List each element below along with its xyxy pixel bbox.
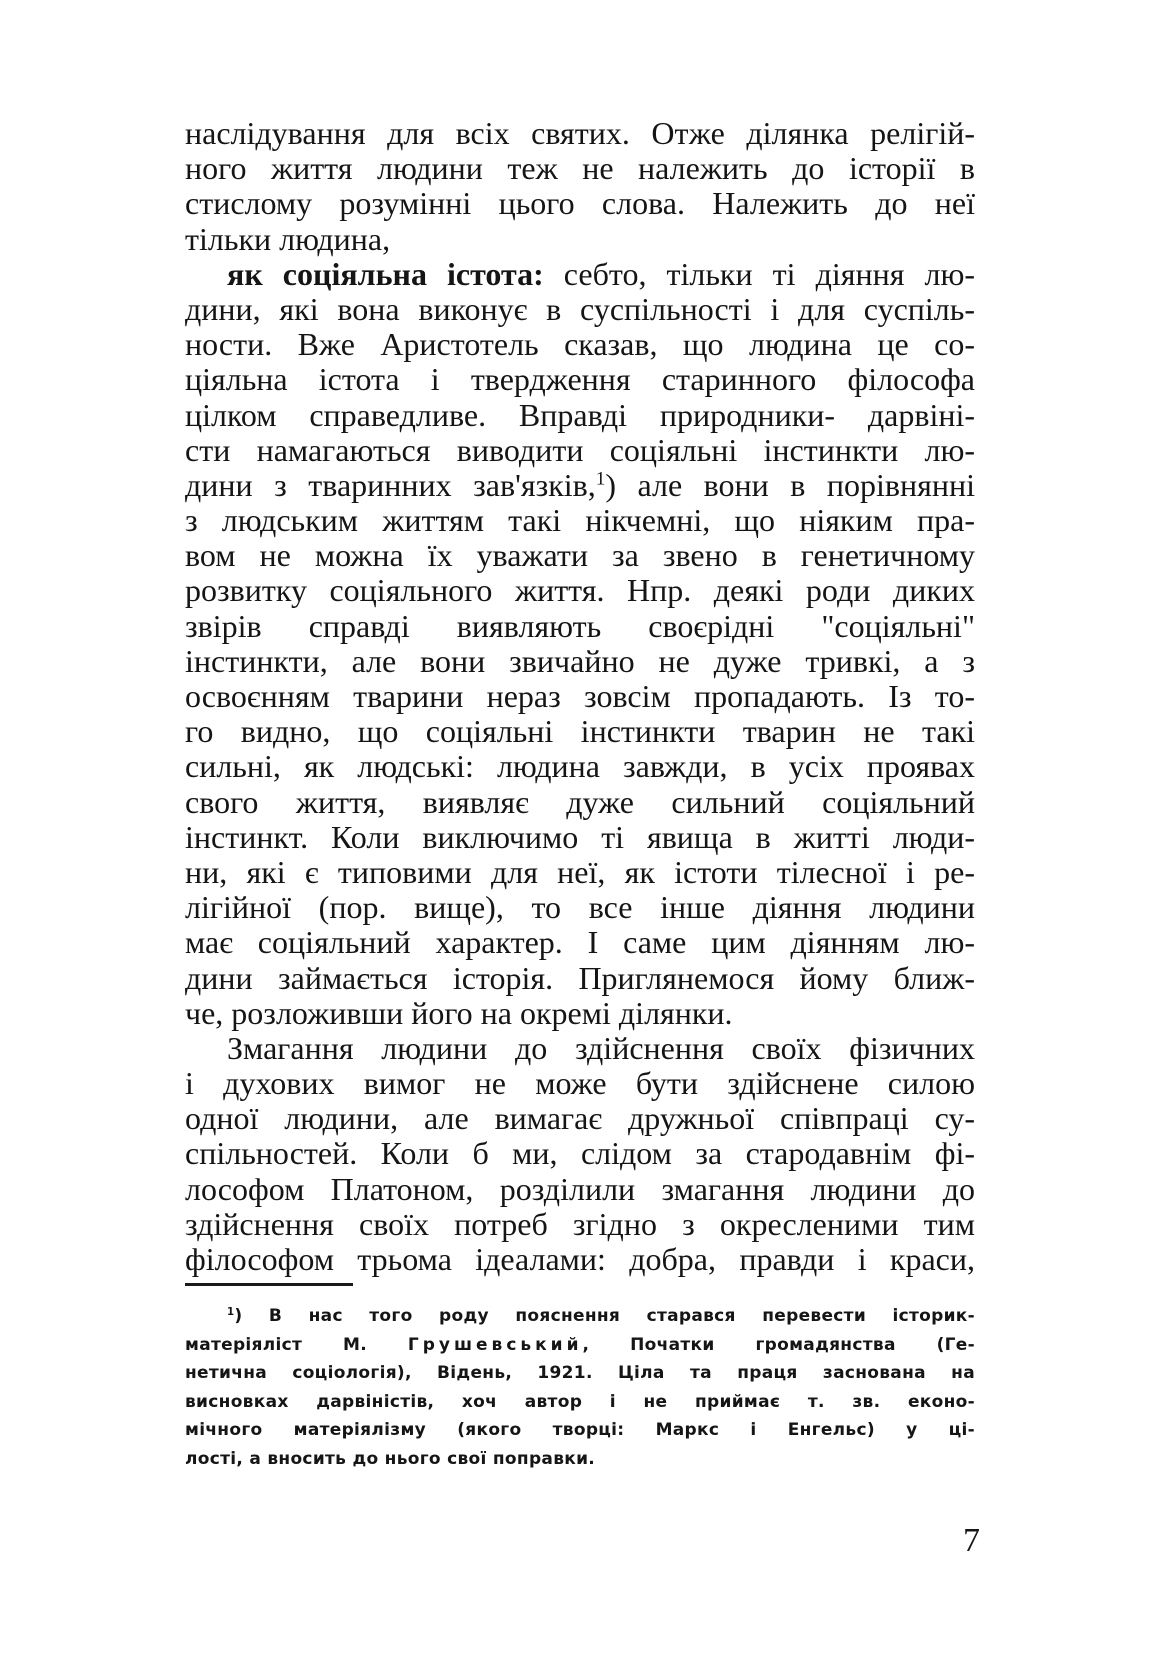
text-line: стислому розумінні цього слова. Належить до неї	[185, 186, 975, 222]
text-fragment: дини з тваринних зав'язків,	[185, 467, 596, 503]
footnote-line	[185, 1302, 975, 1331]
text-line: ного життя людини теж не належить до історії в	[185, 151, 975, 187]
text-line: одної людини, але вимагає дружньої співпраці су-	[185, 1101, 975, 1137]
footnote	[185, 1302, 975, 1473]
text-line: дини, які вона виконує в суспільності і для суспіль-	[185, 291, 975, 327]
text-fragment: ) але вони в порівнянні	[605, 467, 975, 503]
text-fragment: , Початки громадянства (Ге-	[582, 1334, 975, 1355]
body-text	[185, 116, 975, 1277]
text-line: спільностей. Коли б ми, слідом за стародавнім фі-	[185, 1136, 975, 1172]
text-line: філософом трьома ідеалами: добра, правди і краси,	[185, 1242, 975, 1277]
page-number: 7	[963, 1522, 980, 1559]
text-line	[185, 257, 975, 292]
footnote-reference: 1	[595, 468, 606, 490]
text-line: з людським життям такі нікчемні, що ніяким пра-	[185, 503, 975, 539]
text-line: вом не можна їх уважати за звено в генетичному	[185, 538, 975, 574]
text-line: сильні, як людські: людина завжди, в усіх проявах	[185, 749, 975, 785]
text-line: і духових вимог не може бути здійснене силою	[185, 1066, 975, 1102]
text-line: наслідування для всіх святих. Отже ділянка релігій-	[185, 116, 975, 151]
footnote-line: висновках дарвіністів, хоч автор і не приймає т. зв. еконо-	[185, 1391, 975, 1412]
text-fragment: матеріяліст М.	[185, 1334, 408, 1355]
footnote-line: лості, а вносить до нього свої поправки.	[185, 1448, 596, 1469]
text-line: ни, які є типовими для неї, як істоти тілесної і ре-	[185, 854, 975, 890]
text-line: розвитку соціяльного життя. Нпр. деякі роди диких	[185, 573, 975, 609]
text-line: го видно, що соціяльні інстинкти тварин не такі	[185, 714, 975, 750]
text-line: свого життя, виявляє дуже сильний соціяльний	[185, 784, 975, 820]
bold-phrase: як соціяльна істота:	[227, 256, 544, 292]
footnote-line: мічного матеріялізму (якого творці: Маркс і Енгельс) у ці-	[185, 1420, 975, 1440]
text-line: звірів справді виявляють своєрідні "соціяльні"	[185, 608, 975, 644]
text-line: освоєнням тварини нераз зовсім пропадають. Із то-	[185, 679, 975, 714]
footnote-marker: 1	[227, 1306, 235, 1318]
text-line: сти намагаються виводити соціяльні інстинкти лю-	[185, 432, 975, 468]
text-fragment: себто, тільки ті діяння лю-	[543, 256, 975, 292]
text-fragment: ) В нас того роду пояснення старався перевести історик-	[234, 1306, 975, 1326]
footnote-line	[185, 1331, 975, 1360]
text-line: лігійної (пор. вище), то все інше діяння людини	[185, 890, 975, 926]
text-line: ности. Вже Аристотель сказав, що людина це со-	[185, 327, 975, 363]
text-line: має соціяльний характер. І саме цим діянням лю-	[185, 925, 975, 961]
text-line: че, розложивши його на окремі ділянки.	[185, 995, 733, 1031]
text-line: цілком справедливе. Вправді природники- дарвіні-	[185, 397, 975, 433]
text-line: лософом Платоном, розділили змагання людини до	[185, 1171, 975, 1207]
text-line: здійснення своїх потреб згідно з окресленими тим	[185, 1206, 975, 1242]
footnote-separator	[185, 1283, 353, 1286]
text-line: тільки людина,	[185, 221, 391, 257]
text-line	[185, 468, 975, 503]
text-line: ціяльна істота і твердження старинного філософа	[185, 362, 975, 398]
text-line: інстинкти, але вони звичайно не дуже тривкі, а з	[185, 643, 975, 679]
author-name: Грушевський	[407, 1334, 583, 1355]
text-line: Змагання людини до здійснення своїх фізичних	[227, 1030, 975, 1066]
text-line: інстинкт. Коли виключимо ті явища в житті люди-	[185, 819, 975, 855]
text-line: дини займається історія. Приглянемося йому ближ-	[185, 960, 975, 996]
footnote-line: нетична соціологія), Відень, 1921. Ціла та праця заснована на	[185, 1363, 975, 1383]
